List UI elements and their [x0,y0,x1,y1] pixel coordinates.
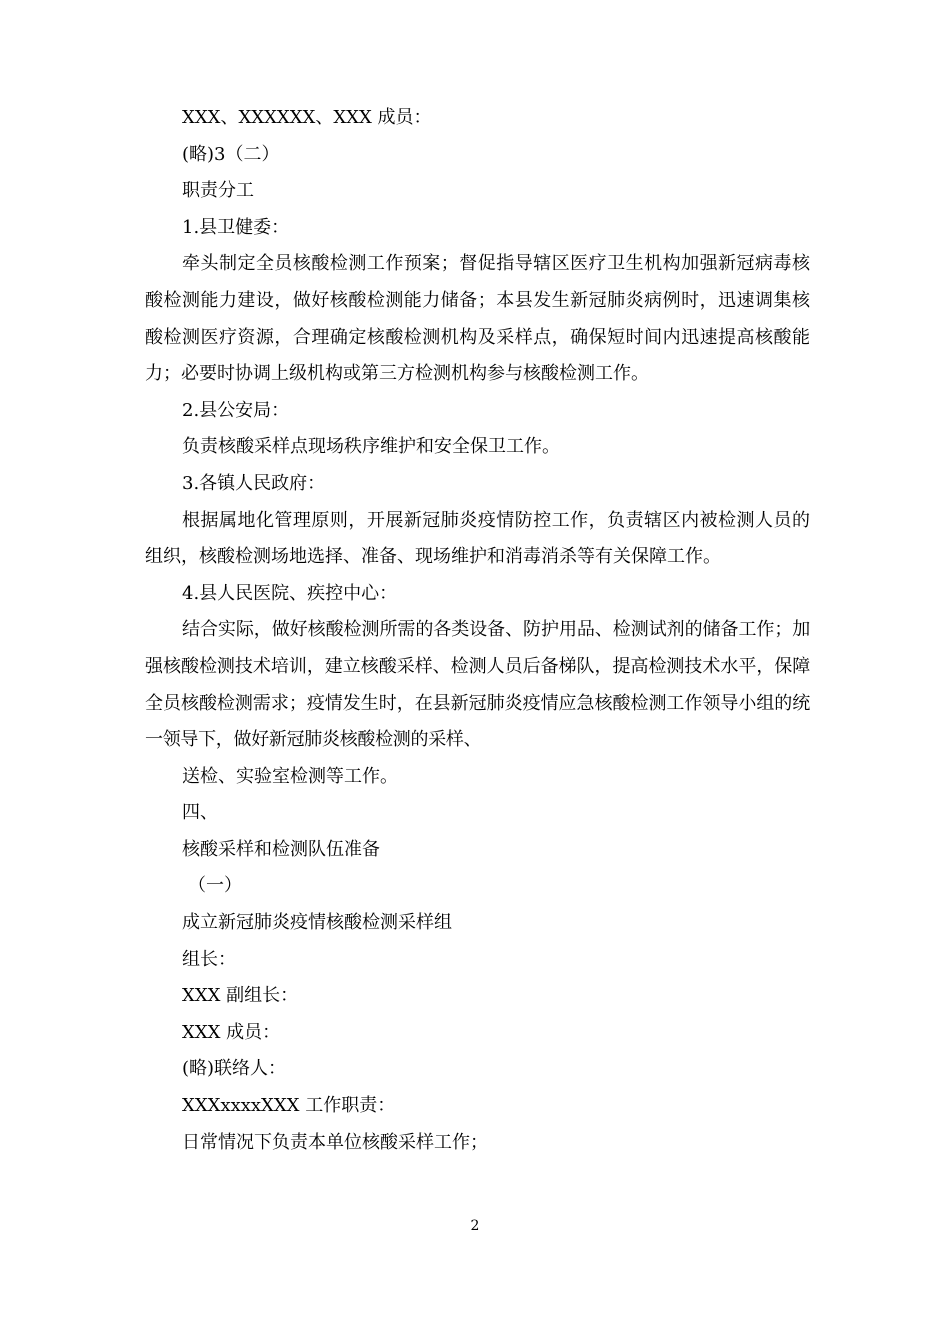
text-line: 日常情况下负责本单位核酸采样工作； [182,1131,488,1153]
text-line: 组长： [182,948,236,970]
section-heading: 核酸采样和检测队伍准备 [182,838,380,860]
subsection-heading: 成立新冠肺炎疫情核酸检测采样组 [182,912,452,934]
text-line: 送检、实验室检测等工作。 [182,765,398,787]
section-heading: 职责分工 [182,180,254,202]
paragraph: 根据属地化管理原则，开展新冠肺炎疫情防控工作，负责辖区内被检测人员的组织，核酸检测场地选择、准备、现场维护和消毒消杀等有关保障工作。 [145,509,810,568]
document-body [145,100,810,1161]
paragraph: 结合实际，做好核酸检测所需的各类设备、防护用品、检测试剂的储备工作；加强核酸检测技术培训，建立核酸采样、检测人员后备梯队，提高检测技术水平，保障全员核酸检测需求；疫情发生时，在县新冠肺炎疫情应急核酸检测工作领导小组的统一领导下，做好新冠肺炎核酸检测的采样、 [145,619,810,751]
item-heading: 3.各镇人民政府： [182,472,326,494]
section-number: 四、 [182,802,218,824]
text-line: (略)联络人： [182,1058,287,1080]
item-heading: 4.县人民医院、疾控中心： [182,582,398,604]
paragraph: 牵头制定全员核酸检测工作预案；督促指导辖区医疗卫生机构加强新冠病毒核酸检测能力建设，做好核酸检测能力储备；本县发生新冠肺炎病例时，迅速调集核酸检测医疗资源，合理确定核酸检测机构及采样点，确保短时间内迅速提高核酸能力；必要时协调上级机构或第三方检测机构参与核酸检测工作。 [145,253,810,385]
text-line: XXX 成员： [182,1021,281,1043]
item-heading: 1.县卫健委： [182,216,290,238]
subsection-number: （一） [188,875,242,897]
text-line: XXXxxxxXXX 工作职责： [182,1095,396,1117]
text-line: XXX、XXXXXX、XXX 成员： [182,107,432,128]
text-line: XXX 副组长： [182,985,299,1007]
paragraph: 负责核酸采样点现场秩序维护和安全保卫工作。 [182,436,560,458]
item-heading: 2.县公安局： [182,399,290,421]
text-line: (略)3（二） [182,143,280,165]
page-number: 2 [470,1218,480,1234]
